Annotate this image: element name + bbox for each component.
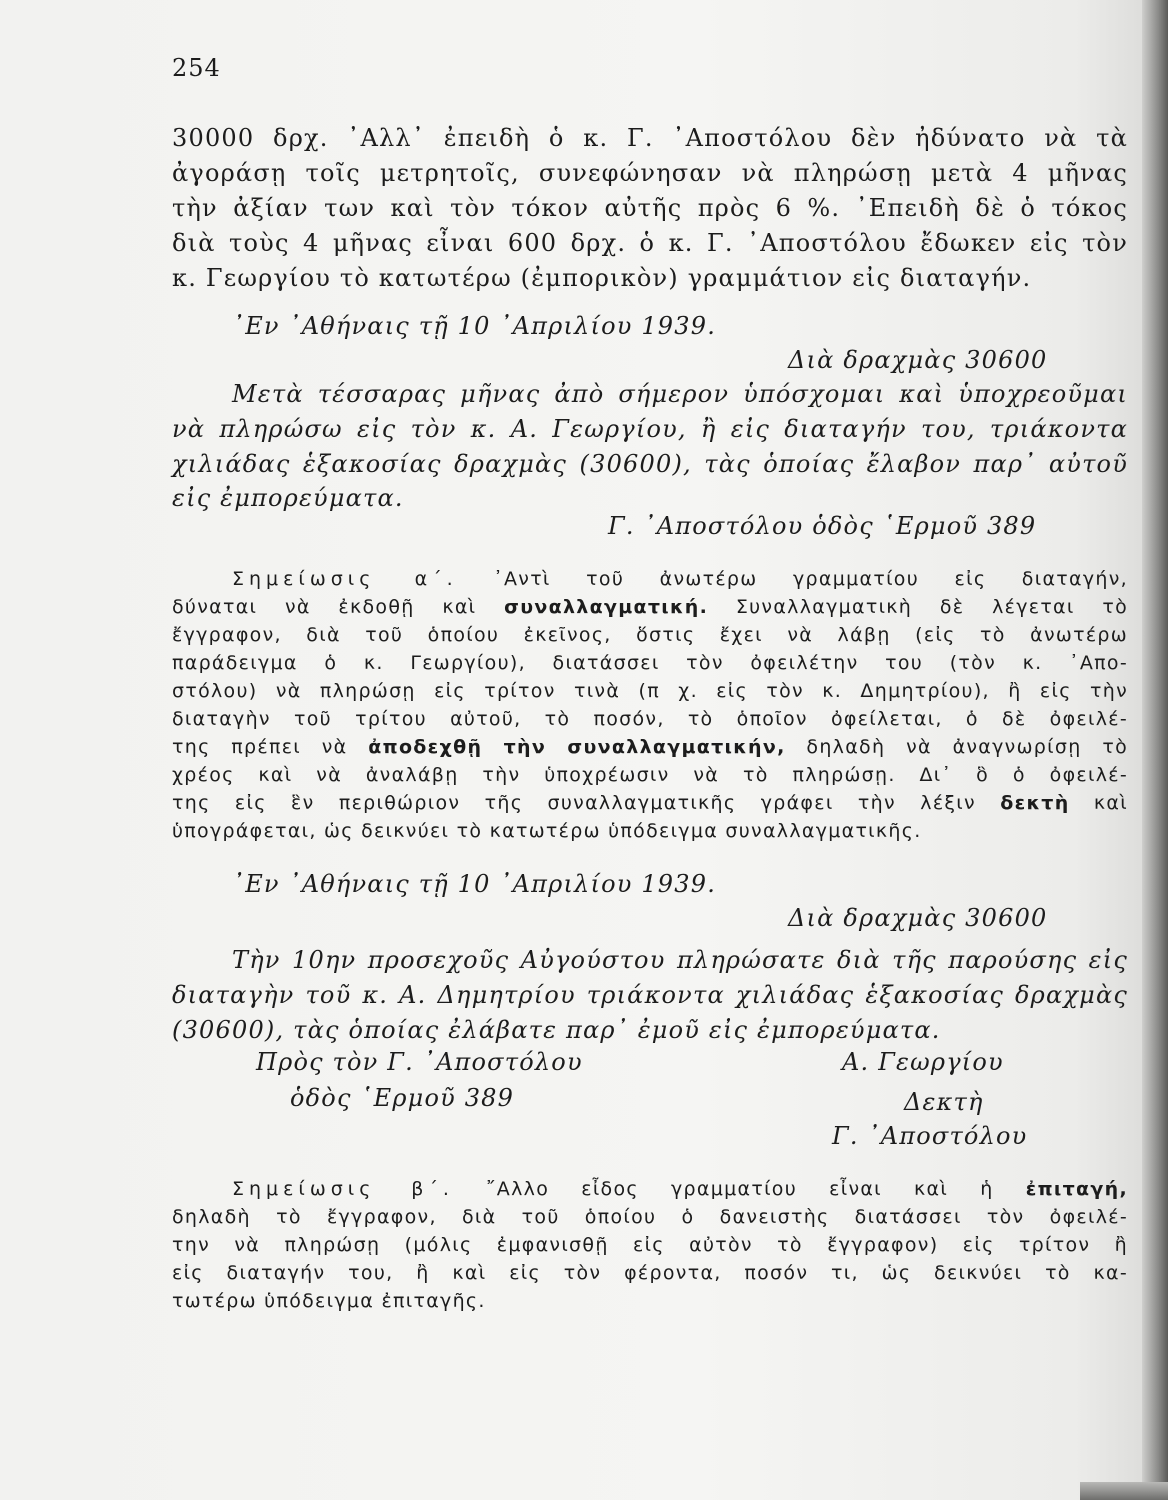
remark-a-line: παράδειγμα ὁ κ. Γεωργίου), διατάσσει τὸν ὀφειλέτην του (τὸν κ. ᾿Απο- (172, 652, 1128, 674)
remark-a-line: χρέος καὶ νὰ ἀναλάβῃ τὴν ὑποχρέωσιν νὰ τὸ πληρώσῃ. Δι᾿ ὃ ὁ ὀφειλέ- (172, 764, 1128, 786)
bill-date: ᾿Εν ᾿Αθήναις τῇ 10 ᾿Απριλίου 1939. (232, 870, 717, 898)
note-body-line: νὰ πληρώσω εἰς τὸν κ. Α. Γεωργίου, ἢ εἰς διαταγήν του, τριάκοντα (172, 415, 1128, 443)
remark-a-line: ὑπογράφεται, ὡς δεικνύει τὸ κατωτέρω ὑπόδειγμα συναλλαγματικῆς. (172, 820, 922, 842)
term-bill-of-exchange: συναλλαγματική. (504, 596, 709, 618)
bill-address: ὁδὸς ῾Ερμοῦ 389 (290, 1084, 515, 1112)
remark-a-text: ᾿Αντὶ τοῦ ἀνωτέρω γραμματίου εἰς διαταγήν, (493, 568, 1128, 590)
remark-a-line (172, 596, 1128, 618)
note-date: ᾿Εν ᾿Αθήναις τῇ 10 ᾿Απριλίου 1939. (232, 312, 717, 340)
text-span: δύναται νὰ ἐκδοθῇ καὶ (172, 596, 505, 618)
term-cheque: ἐπιταγή, (1025, 1178, 1128, 1200)
remark-a-line: ἔγγραφον, διὰ τοῦ ὁποίου ἐκεῖνος, ὅστις ἔχει νὰ λάβῃ (εἰς τὸ ἀνωτέρω (172, 624, 1128, 646)
note-body-line: χιλιάδας ἑξακοσίας δραχμὰς (30600), τὰς ὁποίας ἔλαβον παρ᾿ αὐτοῦ (172, 450, 1128, 478)
intro-line: 30000 δρχ. ᾿Αλλ᾿ ἐπειδὴ ὁ κ. Γ. ᾿Αποστόλου δὲν ἠδύνατο νὰ τὰ (172, 124, 1128, 152)
bill-body-line: Τὴν 10ην προσεχοῦς Αὐγούστου πληρώσατε διὰ τῆς παρούσης εἰς (232, 946, 1128, 974)
page-corner-shadow (1080, 1482, 1168, 1500)
remark-a-line (172, 792, 1128, 814)
remark-b-line (232, 1178, 1128, 1200)
bill-amount: Διὰ δραχμὰς 30600 (788, 904, 1048, 932)
remark-a-label: Σημείωσις α΄. (232, 568, 458, 590)
note-amount: Διὰ δραχμὰς 30600 (788, 346, 1048, 374)
remark-b-line: τωτέρω ὑπόδειγμα ἐπιταγῆς. (172, 1290, 486, 1312)
note-body-line: εἰς ἐμπορεύματα. (172, 484, 404, 512)
page-number: 254 (172, 54, 221, 82)
text-span: καὶ (1069, 792, 1128, 814)
bill-addressee: Πρὸς τὸν Γ. ᾿Αποστόλου (256, 1048, 583, 1076)
note-signature: Γ. ᾿Αποστόλου ὁδὸς ῾Ερμοῦ 389 (608, 512, 1037, 540)
text-span: της εἰς ἓν περιθώριον τῆς συναλλαγματικῆς γράφει τὴν λέξιν (172, 792, 1001, 814)
text-span: Συναλλαγματικὴ δὲ λέγεται τὸ (708, 596, 1128, 618)
term-accept-bill: ἀποδεχθῇ τὴν συναλλαγματικήν, (368, 736, 786, 758)
remark-b-label: Σημείωσις β΄. (232, 1178, 454, 1200)
intro-line: ἀγοράσῃ τοῖς μετρητοῖς, συνεφώνησαν νὰ πληρώσῃ μετὰ 4 μῆνας (172, 159, 1128, 187)
intro-line: τὴν ἀξίαν των καὶ τὸν τόκον αὐτῆς πρὸς 6 %. ᾿Επειδὴ δὲ ὁ τόκος (172, 194, 1128, 222)
bill-body-line: (30600), τὰς ὁποίας ἐλάβατε παρ᾿ ἐμοῦ εἰς ἐμπορεύματα. (172, 1016, 941, 1044)
bill-drawer: Α. Γεωργίου (842, 1048, 1004, 1076)
intro-line: διὰ τοὺς 4 μῆνας εἶναι 600 δρχ. ὁ κ. Γ. ᾿Αποστόλου ἔδωκεν εἰς τὸν (172, 229, 1128, 257)
bill-accepted: Δεκτὴ (904, 1088, 984, 1116)
remark-a-line: διαταγὴν τοῦ τρίτου αὐτοῦ, τὸ ποσόν, τὸ ὁποῖον ὀφείλεται, ὁ δὲ ὀφειλέ- (172, 708, 1128, 730)
remark-a-line: στόλου) νὰ πληρώσῃ εἰς τρίτον τινὰ (π χ. εἰς τὸν κ. Δημητρίου), ἢ εἰς τὴν (172, 680, 1128, 702)
remark-a-line (232, 568, 1128, 590)
intro-line: κ. Γεωργίου τὸ κατωτέρω (ἐμπορικὸν) γραμμάτιον εἰς διαταγήν. (172, 264, 1032, 292)
text-span: της πρέπει νὰ (172, 736, 369, 758)
note-body-line: Μετὰ τέσσαρας μῆνας ἀπὸ σήμερον ὑπόσχομαι καὶ ὑποχρεοῦμαι (232, 380, 1128, 408)
text-span: ῎Αλλο εἶδος γραμματίου εἶναι καὶ ἡ (453, 1178, 1026, 1200)
remark-b-line: δηλαδὴ τὸ ἔγγραφον, διὰ τοῦ ὁποίου ὁ δανειστὴς διατάσσει τὸν ὀφειλέ- (172, 1206, 1128, 1228)
term-accepted: δεκτὴ (1000, 792, 1070, 814)
remark-a-line (172, 736, 1128, 758)
page-edge-shadow (1142, 0, 1168, 1500)
remark-b-line: την νὰ πληρώσῃ (μόλις ἐμφανισθῇ εἰς αὐτὸν τὸ ἔγγραφον) εἰς τρίτον ἢ (172, 1234, 1128, 1256)
bill-body-line: διαταγὴν τοῦ κ. Α. Δημητρίου τριάκοντα χιλιάδας ἑξακοσίας δραχμὰς (172, 981, 1128, 1009)
bill-acceptor: Γ. ᾿Αποστόλου (832, 1122, 1028, 1150)
remark-b-line: εἰς διαταγήν του, ἢ καὶ εἰς τὸν φέροντα, ποσόν τι, ὡς δεικνύει τὸ κα- (172, 1262, 1128, 1284)
text-span: δηλαδὴ νὰ ἀναγνωρίσῃ τὸ (785, 736, 1129, 758)
